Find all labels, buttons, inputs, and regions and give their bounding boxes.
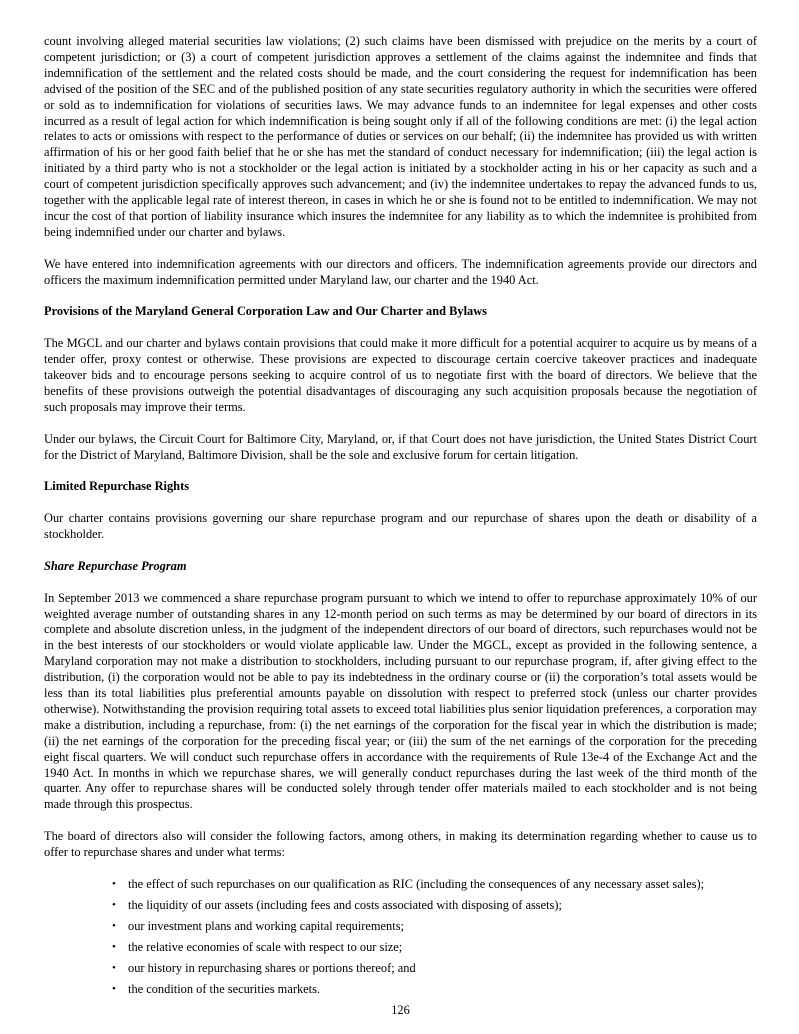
list-item-asset-liquidity: • the liquidity of our assets (including fees and costs associated with disposing of assets); bbox=[112, 898, 757, 914]
paragraph-board-factors: The board of directors also will consider the following factors, among others, in making its determination regarding whether to cause us to offer to repurchase shares and under what terms: bbox=[44, 829, 757, 860]
paragraph-indemnification-continuation: count involving alleged material securities law violations; (2) such claims have been dismissed with prejudice on the merits by a court of competent jurisdiction; or (3) a court of competent jurisdiction approves a settlement of the claims against the indemnitee and finds that indemnification of the settlement and the related costs should be made, and the court considering the request for indemnification has been advised of the position of the SEC and of the published position of any state securities regulatory authority in which the securities were offered or sold as to indemnification for violations of securities laws. We may advance funds to an indemnitee for legal expenses and other costs incurred as a result of legal action for which indemnification is being sought only if all of the following conditions are met: (i) the legal action relates to acts or omissions with respect to the performance of duties or services on our behalf; (ii) the indemnitee has provided us with written affirmation of his or her good faith belief that he or she has met the standard of conduct necessary for indemnification; (iii) the legal action is initiated by a third party who is not a stockholder or the legal action is initiated by a stockholder acting in his or her capacity as such and a court of competent jurisdiction specifically approves such advancement; and (iv) the indemnitee undertakes to repay the advanced funds to us, together with the applicable legal rate of interest thereon, in cases in which he or she is found not to be entitled to indemnification. We may not incur the cost of that portion of liability insurance which insures the indemnitee for any liability as to which the indemnitee is prohibited from being indemnified under our charter and bylaws. bbox=[44, 34, 757, 239]
list-item-repurchase-history: • our history in repurchasing shares or portions thereof; and bbox=[112, 961, 757, 977]
heading-limited-repurchase-rights: Limited Repurchase Rights bbox=[44, 479, 190, 494]
heading-provisions-mgcl: Provisions of the Maryland General Corporation Law and Our Charter and Bylaws bbox=[44, 304, 487, 319]
factors-bullet-list bbox=[44, 877, 757, 998]
page-number: 126 bbox=[391, 1003, 410, 1018]
paragraph-bylaws-forum: Under our bylaws, the Circuit Court for Baltimore City, Maryland, or, if that Court does not have jurisdiction, the United States District Court for the District of Maryland, Baltimore Division, shall be the sole and exclusive forum for certain litigation. bbox=[44, 431, 757, 462]
paragraph-indemnification-agreements: We have entered into indemnification agreements with our directors and officers. The indemnification agreements provide our directors and officers the maximum indemnification permitted under Maryland law, our charter and the 1940 Act. bbox=[44, 256, 757, 287]
list-item-economies-of-scale: • the relative economies of scale with respect to our size; bbox=[112, 940, 757, 956]
paragraph-charter-provisions: Our charter contains provisions governing our share repurchase program and our repurchase of shares upon the death or disability of a stockholder. bbox=[44, 511, 757, 541]
paragraph-repurchase-program: In September 2013 we commenced a share repurchase program pursuant to which we intend to offer to repurchase approximately 10% of our weighted average number of outstanding shares in any 12-month period on such terms as may be determined by our board of directors in its complete and absolute discretion unless, in the judgment of the independent directors of our board of directors, such repurchases would not be in the best interests of our stockholders or would violate applicable law. Under the MGCL, except as provided in the following sentence, a Maryland corporation may not make a distribution to stockholders, including pursuant to our repurchase program, if, after giving effect to the distribution, (i) the corporation would not be able to pay its indebtedness in the ordinary course or (ii) the corporation’s total assets would be less than its total liabilities plus preferential amounts payable on dissolution with respect to preferred stock (unless our charter provides otherwise). Notwithstanding the provision requiring total assets to exceed total liabilities plus senior liquidation preferences, a corporation may make a distribution, including a repurchase, from: (i) the net earnings of the corporation for the fiscal year in which the distribution is made; (ii) the net earnings of the corporation for the preceding fiscal year; or (iii) the sum of the net earnings of the corporation for the preceding eight fiscal quarters. We will conduct such repurchase offers in accordance with the requirements of Rule 13e-4 of the Exchange Act and the 1940 Act. In months in which we repurchase shares, we will generally conduct repurchases during the last week of the third month of the quarter. Any offer to repurchase shares will be conducted solely through tender offer materials mailed to each stockholder and is not being made through this prospectus. bbox=[44, 590, 757, 812]
paragraph-mgcl-provisions: The MGCL and our charter and bylaws contain provisions that could make it more difficult for a potential acquirer to acquire us by means of a tender offer, proxy contest or otherwise. These provisions are expected to discourage certain coercive takeover practices and inadequate takeover bids and to encourage persons seeking to acquire control of us to negotiate first with the board of directors. We believe that the benefits of these provisions outweigh the potential disadvantages of discouraging any such acquisition proposals because the negotiation of such proposals may improve their terms. bbox=[44, 336, 757, 414]
list-item-investment-plans: • our investment plans and working capital requirements; bbox=[112, 919, 757, 935]
subheading-share-repurchase-program: Share Repurchase Program bbox=[44, 558, 187, 573]
list-item-securities-markets: • the condition of the securities markets. bbox=[112, 982, 757, 998]
list-item-ric-qualification: • the effect of such repurchases on our qualification as RIC (including the consequences of any necessary asset sales); bbox=[112, 877, 757, 893]
